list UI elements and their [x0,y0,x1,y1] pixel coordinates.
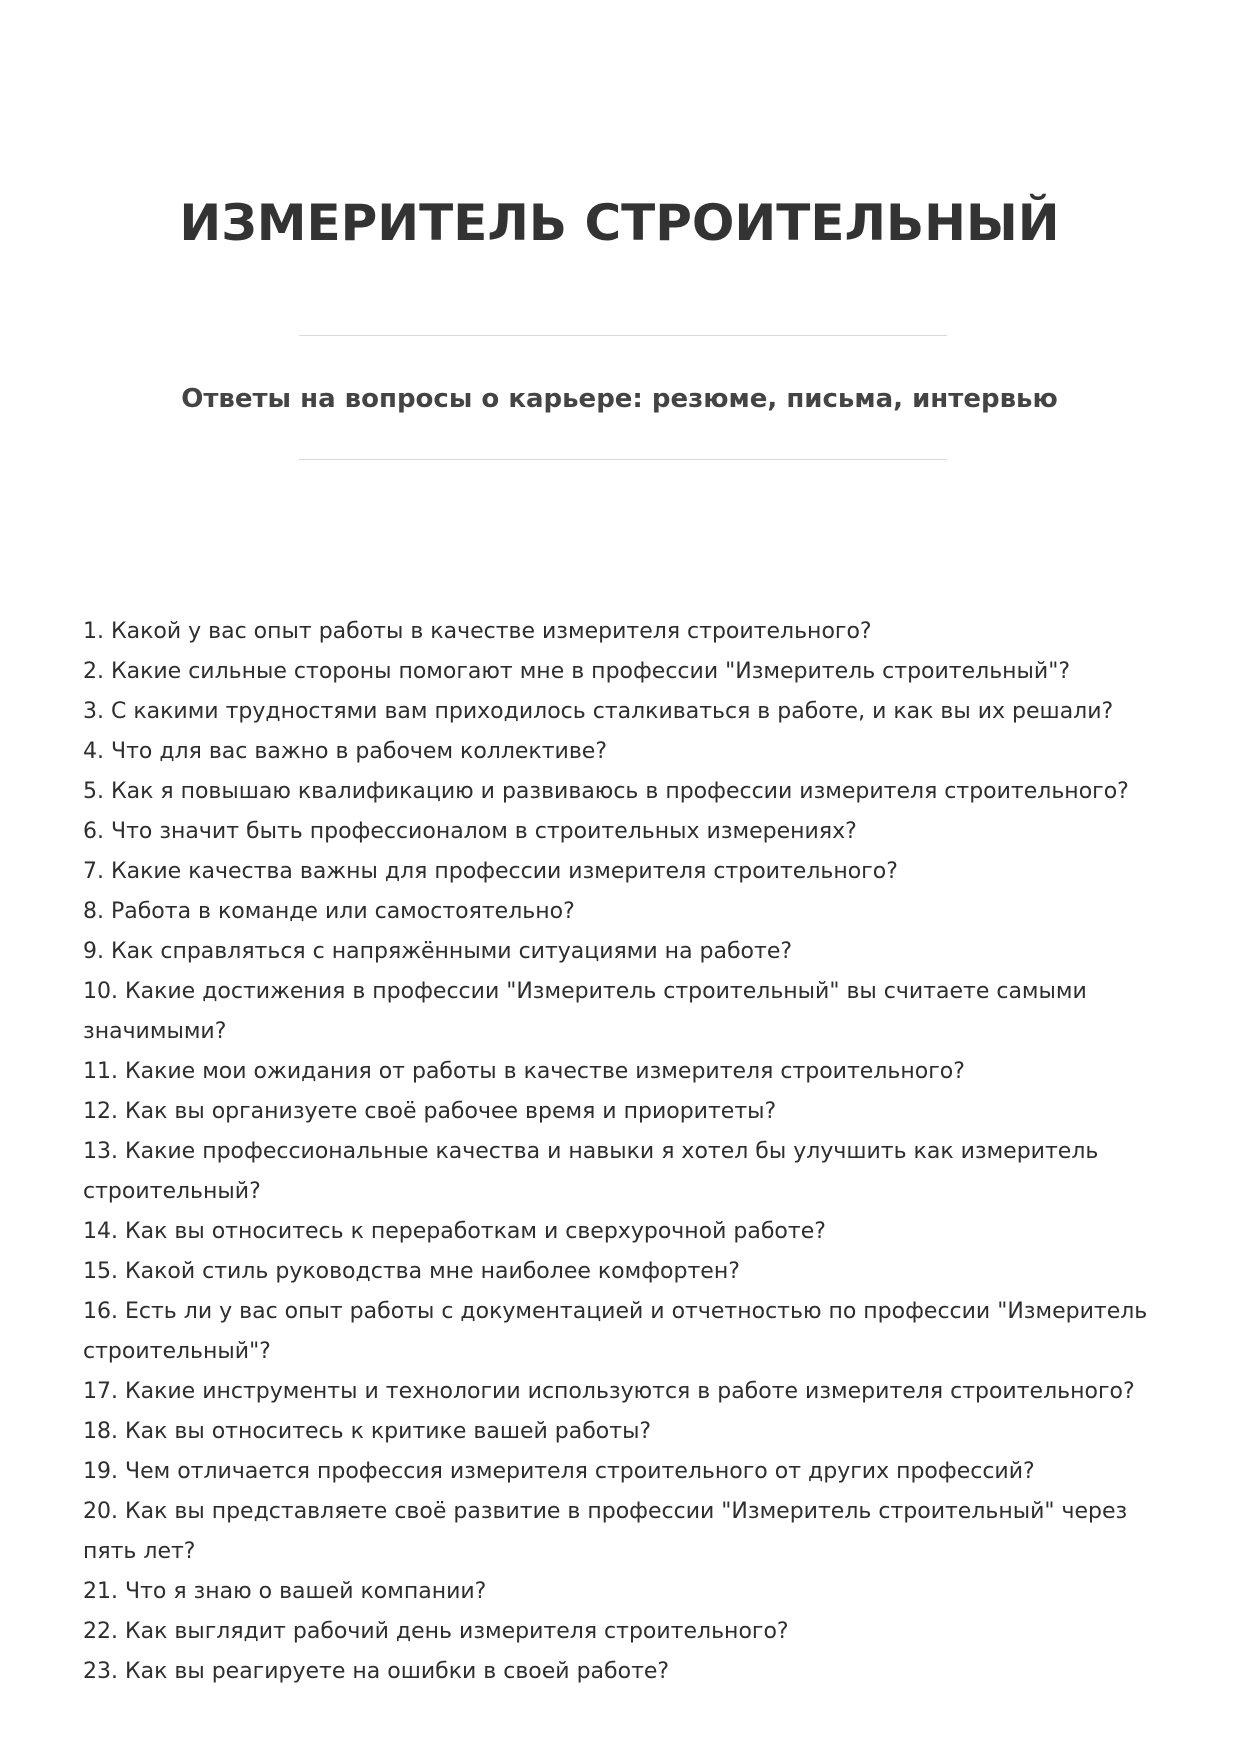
question-item: 6. Что значит быть профессионалом в строительных измерениях? [83,819,857,844]
question-item: 12. Как вы организуете своё рабочее время и приоритеты? [83,1099,777,1124]
question-item: 1. Какой у вас опыт работы в качестве измерителя строительного? [83,619,872,644]
question-item: 20. Как вы представляете своё развитие в профессии "Измеритель строительный" через пять лет? [83,1499,1128,1564]
document-title: ИЗМЕРИТЕЛЬ СТРОИТЕЛЬНЫЙ [179,194,1060,252]
question-item: 18. Как вы относитесь к критике вашей работы? [83,1419,652,1444]
question-item: 5. Как я повышаю квалификацию и развиваюсь в профессии измерителя строительного? [83,779,1129,804]
question-item: 22. Как выглядит рабочий день измерителя строительного? [83,1619,789,1644]
question-item: 13. Какие профессиональные качества и навыки я хотел бы улучшить как измеритель строительный? [83,1139,1099,1204]
question-item: 23. Как вы реагируете на ошибки в своей работе? [83,1659,670,1684]
question-item: 8. Работа в команде или самостоятельно? [83,899,575,924]
question-item: 19. Чем отличается профессия измерителя строительного от других профессий? [83,1459,1035,1484]
title-divider-top [299,335,947,336]
document-subtitle: Ответы на вопросы о карьере: резюме, письма, интервью [181,384,1058,414]
question-item: 15. Какой стиль руководства мне наиболее комфортен? [83,1259,740,1284]
question-item: 17. Какие инструменты и технологии используются в работе измерителя строительного? [83,1379,1135,1404]
question-item: 11. Какие мои ожидания от работы в качестве измерителя строительного? [83,1059,965,1084]
question-item: 7. Какие качества важны для профессии измерителя строительного? [83,859,898,884]
question-item: 21. Что я знаю о вашей компании? [83,1579,487,1604]
question-item: 16. Есть ли у вас опыт работы с документацией и отчетностью по профессии "Измеритель строительный"? [83,1299,1148,1364]
question-item: 2. Какие сильные стороны помогают мне в профессии "Измеритель строительный"? [83,659,1071,684]
question-item: 9. Как справляться с напряжёнными ситуациями на работе? [83,939,793,964]
question-item: 10. Какие достижения в профессии "Измеритель строительный" вы считаете самыми значимыми? [83,979,1087,1044]
question-item: 14. Как вы относитесь к переработкам и сверхурочной работе? [83,1219,826,1244]
question-item: 3. С какими трудностями вам приходилось сталкиваться в работе, и как вы их решали? [83,699,1114,724]
title-divider-bottom [299,459,947,460]
question-list [83,612,1163,1692]
question-item: 4. Что для вас важно в рабочем коллективе? [83,739,608,764]
